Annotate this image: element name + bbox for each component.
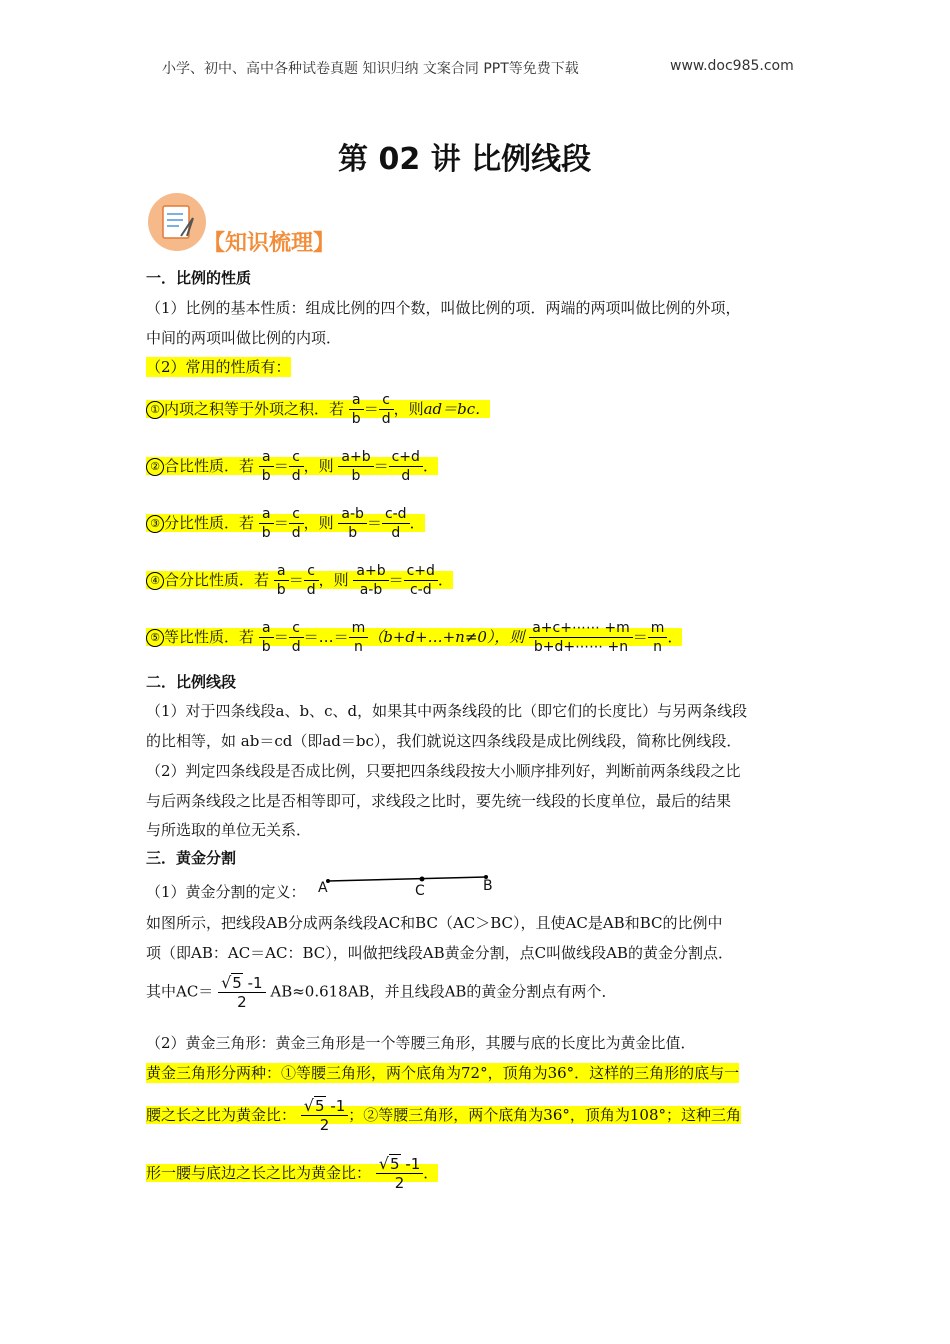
s3-heading: 三．黄金分割	[146, 849, 237, 867]
num-1: ①	[146, 401, 164, 419]
ac-lead: 其中AC＝	[146, 982, 214, 1001]
page-title: 第 02 讲 比例线段	[338, 142, 592, 177]
s1-p2: （2）常用的性质有：	[146, 358, 291, 376]
frac-a-b: $\frac{a}{b}$	[259, 506, 274, 541]
lead-1: 内项之积等于外项之积．若	[164, 399, 345, 418]
p5-tail: ；②等腰三角形，两个底角为36°，顶角为108°；这种三角	[348, 1105, 742, 1124]
s1-p1a: （1）比例的基本性质：组成比例的四个数，叫做比例的项．两端的两项叫做比例的外项，	[146, 299, 741, 317]
p6-tail: ．	[423, 1163, 439, 1182]
frac-mix-2: $\frac{c+d}{c-d}$	[404, 563, 438, 598]
lead-2: 合比性质．若	[164, 456, 255, 475]
frac-sum-1: $\frac{a+b}{b}$	[338, 449, 373, 484]
golden-triangle-2	[146, 1156, 438, 1191]
frac-a-b: $\frac{a}{b}$	[259, 449, 274, 484]
property-5: ⑤ 等比性质．若 $\frac{a}{b}$ ＝ $\frac{c}{d}$ ＝…＝ $\frac{m}{n}$ （b+d+…+n≠0），则 $\frac{a+c+\cdots\cdots +m}{b+d+\cdots\cdots +n}$ ＝ $\frac{m}{n}$ ．	[146, 620, 682, 655]
s2-p1b: 的比相等，如 ab＝cd（即ad＝bc），我们就说这四条线段是成比例线段，简称比例线段．	[146, 732, 742, 750]
frac-c-d: $\frac{c}{d}$	[289, 620, 304, 655]
num-3: ③	[146, 515, 164, 533]
frac-c-d: $\frac{c}{d}$	[304, 563, 319, 598]
s3-p1a: 如图所示，把线段AB分成两条线段AC和BC（AC＞BC），且使AC是AB和BC的比例中	[146, 914, 723, 932]
property-4: ④ 合分比性质．若 $\frac{a}{b}$ ＝ $\frac{c}{d}$ ，则 $\frac{a+b}{a-b}$ ＝ $\frac{c+d}{c-d}$ ．	[146, 563, 453, 598]
point-a-label: A	[318, 880, 328, 896]
golden-ratio-frac: $\frac{√5 -1}{2}$	[218, 975, 265, 1010]
knowledge-icon	[147, 192, 207, 252]
p6-lead: 形一腰与底边之长之比为黄金比：	[146, 1163, 372, 1182]
frac-a-b: $\frac{a}{b}$	[259, 620, 274, 655]
frac-diff-1: $\frac{a-b}{b}$	[338, 506, 367, 541]
banner-text: 小学、初中、高中各种试卷真题 知识归纳 文案合同 PPT等免费下载	[162, 61, 579, 77]
lead-4: 合分比性质．若	[164, 570, 270, 589]
golden-ratio-line	[146, 975, 616, 1010]
tail-1: ad＝bc．	[423, 399, 491, 418]
condition-text: （b+d+…+n≠0），则	[368, 627, 525, 646]
frac-c-d: $\frac{c}{d}$	[289, 449, 304, 484]
s2-heading: 二．比例线段	[146, 673, 237, 691]
golden-triangle-1	[146, 1098, 741, 1133]
frac-c-d: $\frac{c}{d}$	[289, 506, 304, 541]
s3-p4: 黄金三角形分两种：①等腰三角形，两个底角为72°，顶角为36°．这样的三角形的底与一	[146, 1064, 740, 1082]
frac-sum-2: $\frac{c+d}{d}$	[389, 449, 423, 484]
property-2: ② 合比性质．若 $\frac{a}{b}$ ＝ $\frac{c}{d}$ ，则 $\frac{a+b}{b}$ ＝ $\frac{c+d}{d}$ ．	[146, 449, 438, 484]
golden-ratio-frac: $\frac{√5 -1}{2}$	[301, 1098, 348, 1133]
frac-a-b: $\frac{a}{b}$	[274, 563, 289, 598]
num-2: ②	[146, 458, 164, 476]
num-5: ⑤	[146, 629, 164, 647]
point-b-label: B	[483, 878, 493, 894]
section-badge-label: 【知识梳理】	[203, 231, 336, 256]
point-c-label: C	[415, 883, 425, 899]
property-1: ① 内项之积等于外项之积．若 $\frac{a}{b}$ ＝ $\frac{c}{d}$ ，则ad＝bc．	[146, 392, 490, 427]
frac-m-n: $\frac{m}{n}$	[648, 620, 668, 655]
num-4: ④	[146, 572, 164, 590]
s3-def: （1）黄金分割的定义：	[146, 883, 306, 901]
lead-3: 分比性质．若	[164, 513, 255, 532]
p5-lead: 腰之长之比为黄金比：	[146, 1105, 297, 1124]
property-3: ③ 分比性质．若 $\frac{a}{b}$ ＝ $\frac{c}{d}$ ，则 $\frac{a-b}{b}$ ＝ $\frac{c-d}{d}$ ．	[146, 506, 425, 541]
frac-a-b: $\frac{a}{b}$	[349, 392, 364, 427]
frac-m-n: $\frac{m}{n}$	[349, 620, 369, 655]
ac-tail: AB≈0.618AB，并且线段AB的黄金分割点有两个．	[270, 982, 617, 1001]
s2-p2a: （2）判定四条线段是否成比例，只要把四条线段按大小顺序排列好，判断前两条线段之比	[146, 762, 741, 780]
golden-ratio-frac: $\frac{√5 -1}{2}$	[376, 1156, 423, 1191]
s2-p2c: 与所选取的单位无关系．	[146, 821, 312, 839]
s3-p1b: 项（即AB：AC＝AC：BC），叫做把线段AB黄金分割，点C叫做线段AB的黄金分割点．	[146, 944, 733, 962]
frac-total: $\frac{a+c+\cdots\cdots +m}{b+d+\cdots\cdots +n}$	[529, 620, 633, 655]
s1-heading: 一．比例的性质	[146, 269, 252, 287]
header-banner	[162, 58, 579, 78]
golden-section-diagram	[316, 868, 501, 904]
s3-p3: （2）黄金三角形：黄金三角形是一个等腰三角形，其腰与底的长度比为黄金比值．	[146, 1034, 696, 1052]
frac-mix-1: $\frac{a+b}{a-b}$	[353, 563, 388, 598]
lead-5: 等比性质．若	[164, 627, 255, 646]
frac-c-d: $\frac{c}{d}$	[379, 392, 394, 427]
s1-p1b: 中间的两项叫做比例的内项．	[146, 329, 342, 347]
s2-p2b: 与后两条线段之比是否相等即可，求线段之比时，要先统一线段的长度单位，最后的结果	[146, 792, 732, 810]
website-link[interactable]: www.doc985.com	[670, 58, 794, 74]
frac-diff-2: $\frac{c-d}{d}$	[382, 506, 410, 541]
s2-p1a: （1）对于四条线段a、b、c、d，如果其中两条线段的比（即它们的长度比）与另两条线段	[146, 702, 748, 720]
